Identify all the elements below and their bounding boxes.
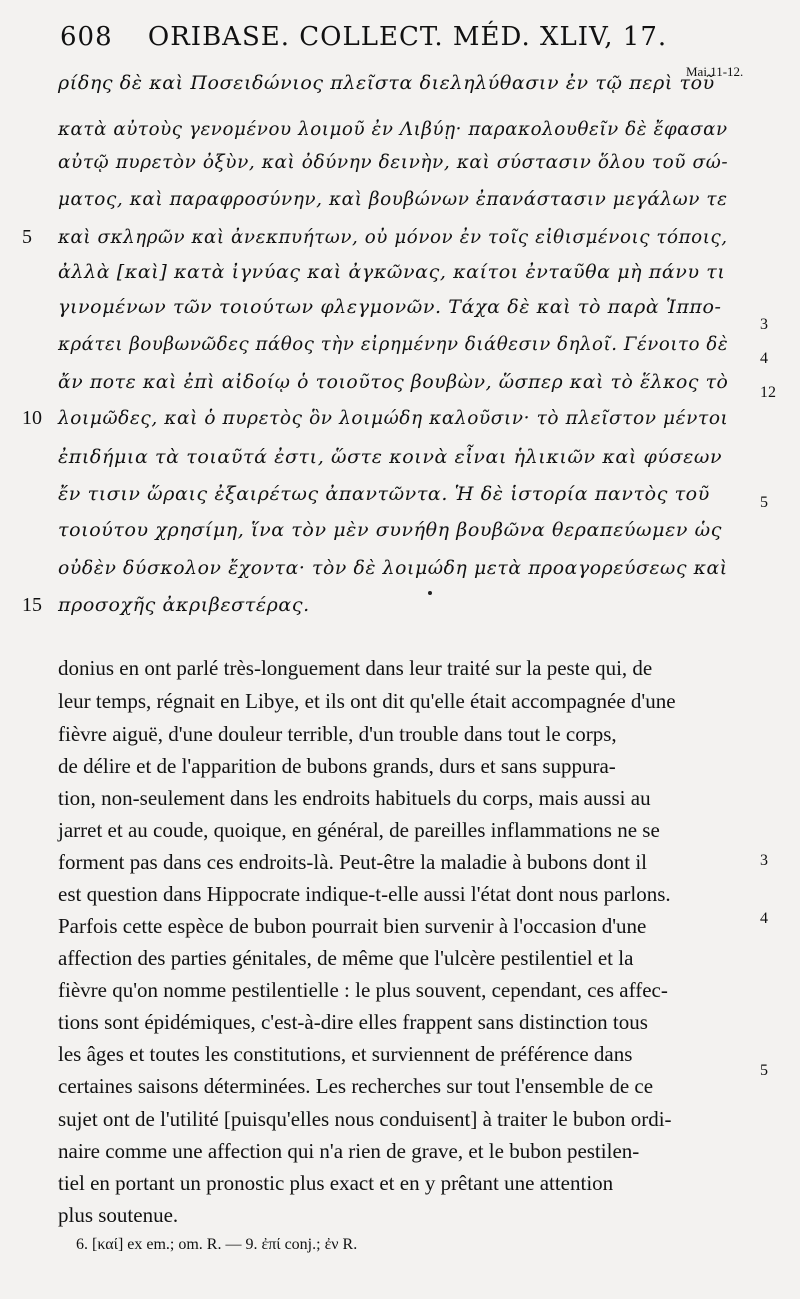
greek-line: αὐτῷ πυρετὸν ὀξὺν, καὶ ὀδύνην δεινὴν, καὶ σύστασιν ὅλου τοῦ σώ- [58,151,729,173]
greek-line: προσοχῆς ἀκριβεστέρας. [58,594,310,616]
french-line: plus soutenue. [58,1203,179,1227]
running-header [60,22,720,52]
greek-line: κατὰ αὐτοὺς γενομένου λοιμοῦ ἐν Λιβύῃ· παρακολουθεῖν δὲ ἔφασαν [58,118,728,140]
section-number: 5 [760,1062,768,1079]
french-line: fièvre aiguë, d'une douleur terrible, d'un trouble dans tout le corps, [58,722,617,746]
footnote: 6. [καί] ex em.; om. R. — 9. ἐπί conj.; ἐν R. [76,1236,358,1253]
french-line: fièvre qu'on nomme pestilentielle : le plus souvent, cependant, ces affec- [58,978,668,1002]
running-title: ORIBASE. COLLECT. MÉD. XLIV, 17. [147,22,668,52]
section-number: 4 [760,910,768,927]
section-number: 12 [760,384,776,401]
greek-line: γινομένων τῶν τοιούτων φλεγμονῶν. Τάχα δὲ καὶ τὸ παρὰ Ἱππο- [58,296,722,318]
french-line: les âges et toutes les constitutions, et surviennent de préférence dans [58,1042,633,1066]
greek-line: κράτει βουβωνῶδες πάθος τὴν εἰρημένην διάθεσιν δηλοῖ. Γένοιτο δὲ [58,333,729,355]
french-line: forment pas dans ces endroits-là. Peut-être la maladie à bubons dont il [58,850,647,874]
greek-line: οὐδὲν δύσκολον ἔχοντα· τὸν δὲ λοιμώδη μετὰ προαγορεύσεως καὶ [58,557,728,579]
french-line: affection des parties génitales, de même que l'ulcère pestilentiel et la [58,946,634,970]
section-number: 3 [760,316,768,333]
greek-line: ἔν τισιν ὥραις ἐξαιρέτως ἀπαντῶντα. Ἡ δὲ ἱστορία παντὸς τοῦ [58,483,710,505]
french-line: Parfois cette espèce de bubon pourrait bien survenir à l'occasion d'une [58,914,647,938]
greek-line: ἐπιδήμια τὰ τοιαῦτά ἐστι, ὥστε κοινὰ εἶναι ἡλικιῶν καὶ φύσεων [58,446,723,468]
margin-reference: Mai 11-12. [686,64,744,79]
greek-line: λοιμῶδες, καὶ ὁ πυρετὸς ὃν λοιμώδη καλοῦσιν· τὸ πλεῖστον μέντοι [58,407,729,429]
greek-line: τοιούτου χρησίμη, ἵνα τὸν μὲν συνήθη βουβῶνα θεραπεύωμεν ὡς [58,519,722,541]
line-number: 10 [22,407,42,429]
greek-line: ἀλλὰ [καὶ] κατὰ ἰγνύας καὶ ἀγκῶνας, καίτοι ἐνταῦθα μὴ πάνυ τι [58,261,726,283]
section-number: 4 [760,350,768,367]
page-number: 608 [60,22,113,52]
french-line: leur temps, régnait en Libye, et ils ont dit qu'elle était accompagnée d'une [58,689,676,713]
section-number: 3 [760,852,768,869]
greek-line: ματος, καὶ παραφροσύνην, καὶ βουβώνων ἐπανάστασιν μεγάλων τε [58,188,728,210]
greek-line: καὶ σκληρῶν καὶ ἀνεκπυήτων, οὐ μόνον ἐν τοῖς εἰθισμένοις τόποις, [58,226,728,248]
french-line: certaines saisons déterminées. Les recherches sur tout l'ensemble de ce [58,1074,654,1098]
french-line: naire comme une affection qui n'a rien de grave, et le bubon pestilen- [58,1139,640,1163]
greek-line: ἄν ποτε καὶ ἐπὶ αἰδοίῳ ὁ τοιοῦτος βουβὼν, ὥσπερ καὶ τὸ ἕλκος τὸ [58,371,729,393]
line-number: 15 [22,594,42,616]
greek-line: ρίδης δὲ καὶ Ποσειδώνιος πλεῖστα διεληλύθασιν ἐν τῷ περὶ τοῦ [58,72,715,94]
french-line: jarret et au coude, quoique, en général, de pareilles inflammations ne se [58,818,660,842]
french-line: donius en ont parlé très-longuement dans leur traité sur la peste qui, de [58,656,653,680]
french-line: tiel en portant un pronostic plus exact et en y prêtant une attention [58,1171,614,1195]
french-line: sujet ont de l'utilité [puisqu'elles nous conduisent] à traiter le bubon ordi- [58,1107,672,1131]
french-line: tions sont épidémiques, c'est-à-dire elles frappent sans distinction tous [58,1010,648,1034]
section-number: 5 [760,494,768,511]
line-number: 5 [22,226,32,248]
french-line: est question dans Hippocrate indique-t-elle aussi l'état dont nous parlons. [58,882,671,906]
french-line: tion, non-seulement dans les endroits habituels du corps, mais aussi au [58,786,651,810]
ink-speck [428,591,432,595]
french-line: de délire et de l'apparition de bubons grands, durs et sans suppura- [58,754,616,778]
